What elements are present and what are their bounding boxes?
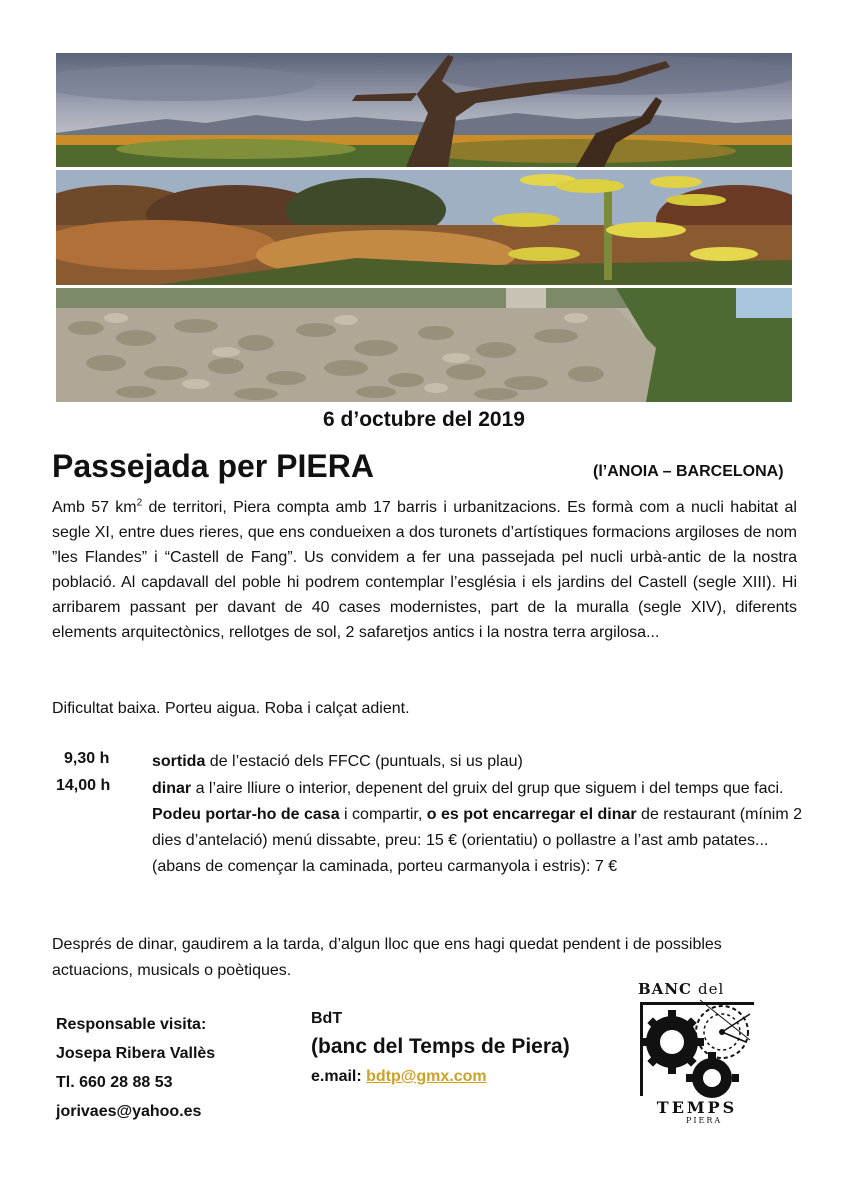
logo-top-small: del <box>697 980 725 998</box>
contact-email: jorivaes@yahoo.es <box>56 1103 202 1120</box>
schedule-lead: dinar <box>152 780 192 797</box>
stone-wall-photo <box>56 288 792 402</box>
intro-text: de territori, Piera compta amb 17 barris i urbanitzacions. Es formà com a nucli habitat al segle XI, entre dues rieres, que ens condueixen a dos turonets d’artístiques formacions argiloses de nom ”les Flandes” i “Castell de Fang”. Us convidem a fer una passejada pel nucli urbà-antic de la nostra població. Al capdavall del poble hi podrem contemplar l’església i els jardins del Castell (segle XIII). Hi arribarem passant per davant de 40 cases modernistes, part de la muralla (segle XIV), diferents elements arquitectònics, rellotges de sol, 2 safaretjos antics i la nostra terra argilosa... <box>52 499 797 641</box>
schedule-description <box>152 749 812 775</box>
afternoon-paragraph: Després de dinar, gaudirem a la tarda, d’algun lloc que ens hagi quedat pendent i de possibles actuacions, musicals o poètiques. <box>52 936 722 979</box>
contact-label: Responsable visita: <box>56 1016 207 1033</box>
banc-del-temps-logo <box>638 980 766 1128</box>
schedule-lead: sortida <box>152 753 206 770</box>
logo-place-text: PIERA <box>686 1116 723 1125</box>
contact-name: Josepa Ribera Vallès <box>56 1045 216 1062</box>
schedule-text: de restaurant (mínim 2 dies d’antelació) menú dissabte, preu: 15 € (orientatiu) o pollastre a l’ast amb patates...(abans de començar la caminada, porteu carmanyola i estris): 7 € <box>152 806 802 875</box>
bdt-email-label: e.mail: <box>311 1068 367 1085</box>
logo-top-word: BANC <box>638 980 692 998</box>
bdt-full-name: (banc del Temps de Piera) <box>311 1035 570 1058</box>
bdt-short-name: BdT <box>311 1010 343 1027</box>
event-date: 6 d’octubre del 2019 <box>323 408 525 431</box>
contact-block <box>56 1010 215 1126</box>
schedule-time: 9,30 h <box>64 750 110 767</box>
schedule-text: de l’estació dels FFCC (puntuals, si us plau) <box>205 753 523 770</box>
difficulty-note: Dificultat baixa. Porteu aigua. Roba i calçat adient. <box>52 700 410 717</box>
contact-phone: Tl. 660 28 88 53 <box>56 1074 173 1091</box>
logo-bottom-text: TEMPS <box>656 1098 738 1117</box>
schedule-description <box>152 776 812 880</box>
intro-paragraph <box>52 495 797 645</box>
schedule-text: a l’aire lliure o interior, depenent del gruix del grup que siguem i del temps que faci. <box>191 780 784 797</box>
intro-superscript: 2 <box>136 497 143 509</box>
intro-text-lead: Amb 57 km <box>52 499 137 516</box>
bdt-email-link[interactable]: bdtp@gmx.com <box>366 1068 487 1085</box>
page-title: Passejada per PIERA <box>52 448 374 484</box>
schedule-bold: Podeu portar-ho de casa <box>152 806 340 823</box>
region-label: (l’ANOIA – BARCELONA) <box>593 463 784 480</box>
logo-top-text <box>638 980 766 998</box>
landscape-tree-photo <box>56 53 792 167</box>
garden-agave-photo <box>56 170 792 285</box>
bdt-email-line <box>311 1068 487 1086</box>
schedule-bold: o es pot encarregar el dinar <box>426 806 637 823</box>
schedule-text: i compartir, <box>339 806 427 823</box>
schedule-time: 14,00 h <box>56 777 111 794</box>
